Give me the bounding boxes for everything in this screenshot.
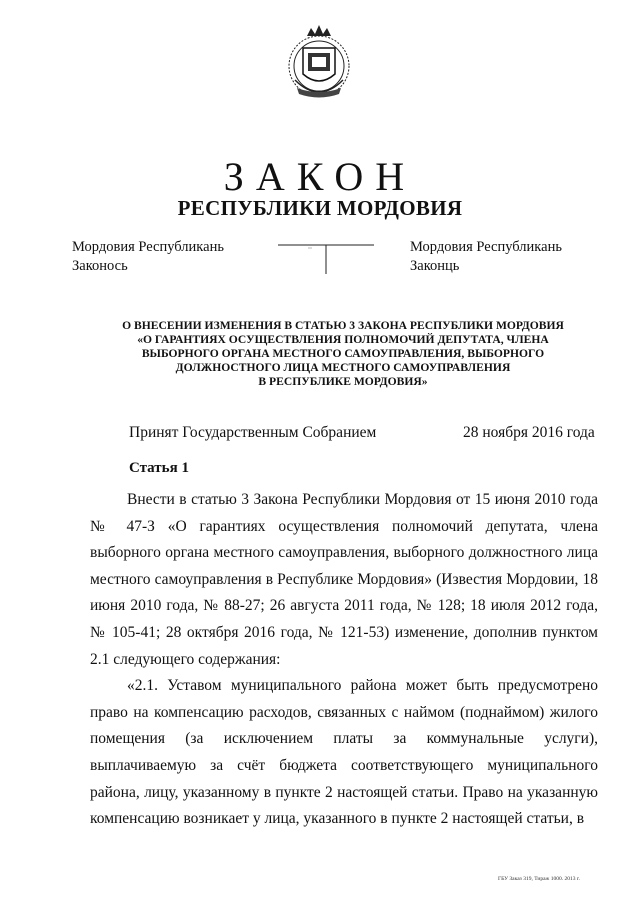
header-right-line-2: Законць xyxy=(410,258,460,274)
erzya-header-right xyxy=(410,238,562,276)
document-subtitle: РЕСПУБЛИКИ МОРДОВИЯ xyxy=(177,196,463,220)
document-title: ЗАКОН xyxy=(223,154,417,199)
law-title-line: ДОЛЖНОСТНОГО ЛИЦА МЕСТНОГО САМОУПРАВЛЕНИЯ xyxy=(175,361,511,374)
law-title-line: О ВНЕСЕНИИ ИЗМЕНЕНИЯ В СТАТЬЮ 3 ЗАКОНА РЕСПУБЛИКИ МОРДОВИЯ xyxy=(122,319,564,332)
header-right-line-1: Мордовия Республикань xyxy=(410,239,562,255)
coat-of-arms-emblem xyxy=(285,22,353,104)
article-heading: Статья 1 xyxy=(129,460,189,476)
adopted-date: 28 ноября 2016 года xyxy=(463,424,595,441)
law-title xyxy=(80,319,606,389)
registration-stamp-mark xyxy=(278,242,374,276)
body-paragraph: «2.1. Уставом муниципального района может быть предусмотрено право на компенсацию расходов, связанных с наймом (поднаймом) жилого помещения (за исключением платы за коммунальные услуги), выплачиваемую за счёт бюджета соответствующего муниципального района, лицу, указанному в пункте 2 настоящей статьи. Право на указанную компенсацию возникает у лица, указанного в пункте 2 настоящей статьи, в xyxy=(90,677,598,828)
body-paragraph: Внести в статью 3 Закона Республики Мордовия от 15 июня 2010 года № 47-З «О гарантиях осуществления полномочий депутата, члена выборного органа местного самоуправления, выборного должностного лица местного самоуправления в Республике Мордовия» (Известия Мордовии, 18 июня 2010 года, № 88-27; 26 августа 2011 года, № 128; 18 июля 2012 года, № 105-41; 28 октября 2016 года, № 121-53) изменение, дополнив пунктом 2.1 следующего содержания: xyxy=(90,491,598,668)
law-title-line: «О ГАРАНТИЯХ ОСУЩЕСТВЛЕНИЯ ПОЛНОМОЧИЙ ДЕПУТАТА, ЧЛЕНА xyxy=(137,333,549,346)
adopted-by: Принят Государственным Собранием xyxy=(129,424,377,441)
moksha-header-left xyxy=(72,238,224,276)
law-body xyxy=(90,487,598,833)
header-left-line-2: Законось xyxy=(72,258,128,274)
law-title-line: ВЫБОРНОГО ОРГАНА МЕСТНОГО САМОУПРАВЛЕНИЯ, ВЫБОРНОГО xyxy=(141,347,545,360)
law-title-line: В РЕСПУБЛИКЕ МОРДОВИЯ» xyxy=(258,375,428,388)
header-left-line-1: Мордовия Республикань xyxy=(72,239,224,255)
print-footer-note: ГБУ Заказ 319, Тираж 1000. 2013 г. xyxy=(498,876,580,882)
